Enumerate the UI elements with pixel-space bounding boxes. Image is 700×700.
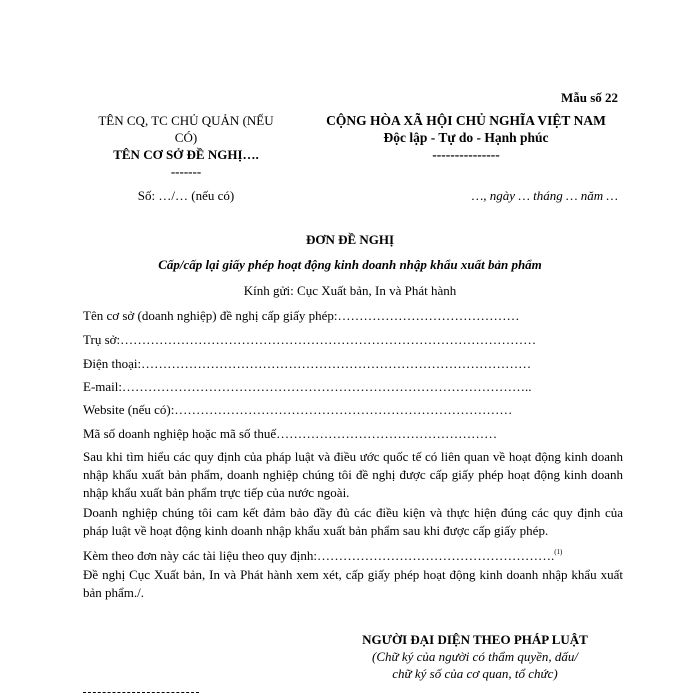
reference-number: Số: …/… (nếu có) xyxy=(137,188,235,203)
requesting-org-label: TÊN CƠ SỞ ĐỀ NGHỊ…. xyxy=(113,147,259,162)
field-phone: Điện thoại:……………………………………………………………………………… xyxy=(83,356,532,371)
national-header-rule: --------------- xyxy=(432,147,500,162)
paragraph-attachments xyxy=(83,543,623,565)
parent-agency-label: TÊN CQ, TC CHỦ QUẢN (NẾU CÓ) xyxy=(98,113,274,145)
national-motto: Độc lập - Tự do - Hạnh phúc xyxy=(383,130,549,145)
signature-note-line2: chữ ký số của cơ quan, tổ chức) xyxy=(392,666,558,681)
left-header-rule: ------- xyxy=(170,164,202,179)
paragraph-request: Đề nghị Cục Xuất bản, In và Phát hành xem xét, cấp giấy phép hoạt động kinh doanh nhập khẩu xuất bản phẩm./. xyxy=(83,567,623,600)
field-website: Website (nếu có):…………………………………………………………………… xyxy=(83,402,513,417)
date-line: …, ngày … tháng … năm … xyxy=(471,188,618,203)
field-org-name: Tên cơ sở (doanh nghiệp) đề nghị cấp giấy phép:…………………………………… xyxy=(83,308,520,323)
field-tax-code: Mã số doanh nghiệp hoặc mã số thuế…………………………………………… xyxy=(83,426,498,441)
field-email: E-mail:………………………………………………………………………………….. xyxy=(83,379,532,394)
signature-block xyxy=(300,631,650,682)
signature-title: NGƯỜI ĐẠI DIỆN THEO PHÁP LUẬT xyxy=(362,632,588,647)
paragraph-commitment: Doanh nghiệp chúng tôi cam kết đảm bảo đầy đủ các điều kiện và thực hiện đúng các quy định của pháp luật về hoạt động kinh doanh nhập khẩu xuất bản phẩm sau khi được cấp giấy phép. xyxy=(83,505,623,538)
signature-note-line1: (Chữ ký của người có thẩm quyền, dấu/ xyxy=(372,649,578,664)
paragraph-intro: Sau khi tìm hiểu các quy định của pháp luật và điều ước quốc tế có liên quan về hoạt động kinh doanh nhập khẩu xuất bản phẩm, doanh nghiệp chúng tôi đề nghị được cấp giấy phép hoạt động kinh doanh nhập khẩu xuất bản phẩm trực tiếp của nước ngoài. xyxy=(83,449,623,500)
recipient-line: Kính gửi: Cục Xuất bản, In và Phát hành xyxy=(243,283,457,298)
attachments-text: Kèm theo đơn này các tài liệu theo quy định:………………………………………………. xyxy=(83,548,555,563)
footnote-marker: (1) xyxy=(554,548,563,556)
footnote-divider xyxy=(83,692,199,693)
form-number: Mẫu số 22 xyxy=(560,90,618,105)
document-title: ĐƠN ĐỀ NGHỊ xyxy=(305,232,395,247)
field-address: Trụ sở:…………………………………………………………………………………… xyxy=(83,332,537,347)
document-subtitle: Cấp/cấp lại giấy phép hoạt động kinh doanh nhập khẩu xuất bản phẩm xyxy=(158,257,542,272)
national-header xyxy=(300,112,632,163)
left-header xyxy=(86,112,286,180)
national-title: CỘNG HÒA XÃ HỘI CHỦ NGHĨA VIỆT NAM xyxy=(326,113,606,128)
